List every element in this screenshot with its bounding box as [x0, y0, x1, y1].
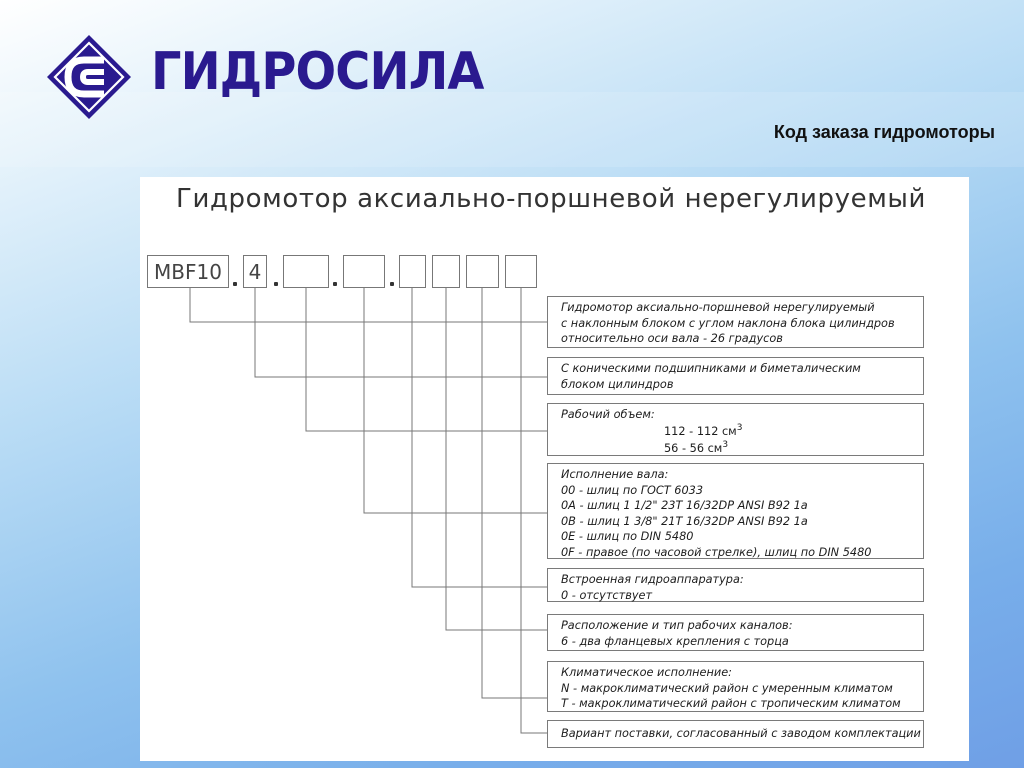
desc-line: Климатическое исполнение:	[561, 666, 732, 679]
desc-line: 0F - правое (по часовой стрелке), шлиц по DIN 5480	[561, 545, 872, 559]
order-code-drawing	[140, 177, 969, 761]
desc-line: Расположение и тип рабочих каналов:	[561, 619, 793, 632]
volume-option	[664, 423, 923, 440]
desc-line: 0A - шлиц 1 1/2" 23T 16/32DP ANSI B92 1a	[561, 499, 808, 512]
volume-option-unit-exponent: 3	[722, 439, 729, 450]
drawing-title: Гидромотор аксиально-поршневой нерегулируемый	[176, 184, 927, 214]
desc-line: Исполнение вала:	[561, 468, 669, 481]
desc-box-bearing	[547, 357, 924, 395]
desc-line: 0E - шлиц по DIN 5480	[561, 530, 694, 543]
gidrosila-logo-icon	[44, 32, 134, 122]
desc-line: 0 - отсутствует	[561, 588, 653, 602]
desc-line: 0B - шлиц 1 3/8" 21T 16/32DP ANSI B92 1a	[561, 514, 808, 528]
desc-box-series	[547, 296, 924, 348]
desc-box-ports	[547, 614, 924, 651]
desc-box-displacement	[547, 403, 924, 456]
volume-option-text: 112 - 112 см	[664, 424, 737, 438]
desc-box-delivery	[547, 720, 924, 748]
desc-line: С коническими подшипниками и биметалическим	[561, 362, 861, 375]
code-field-bearing: 4	[243, 255, 267, 288]
slide-title: Код заказа гидромоторы	[773, 122, 995, 142]
desc-line: Вариант поставки, согласованный с заводом комплектации	[561, 727, 921, 740]
code-field-series: MBF10	[147, 255, 229, 288]
desc-line: T - макроклиматический район с тропическим климатом	[561, 697, 901, 710]
desc-box-valves	[547, 568, 924, 602]
desc-line: блоком цилиндров	[561, 377, 674, 391]
volume-option-text: 56 - 56 см	[664, 441, 723, 455]
desc-line: Гидромотор аксиально-поршневой нерегулируемый	[561, 301, 875, 314]
volume-option-unit-exponent: 3	[736, 422, 743, 433]
desc-box-climate	[547, 661, 924, 712]
desc-box-shaft	[547, 463, 924, 559]
desc-line: 6 - два фланцевых крепления с торца	[561, 634, 789, 648]
brand-name: ГИДРОСИЛА	[151, 42, 484, 102]
desc-line: Встроенная гидроаппаратура:	[561, 573, 744, 586]
desc-line: Рабочий объем:	[561, 408, 655, 421]
desc-line: с наклонным блоком с углом наклона блока цилиндров	[561, 316, 895, 330]
desc-line: N - макроклиматический район с умеренным климатом	[561, 681, 893, 695]
desc-line: относительно оси вала - 26 градусов	[561, 332, 783, 345]
desc-line: 00 - шлиц по ГОСТ 6033	[561, 483, 704, 497]
volume-option	[664, 440, 923, 457]
